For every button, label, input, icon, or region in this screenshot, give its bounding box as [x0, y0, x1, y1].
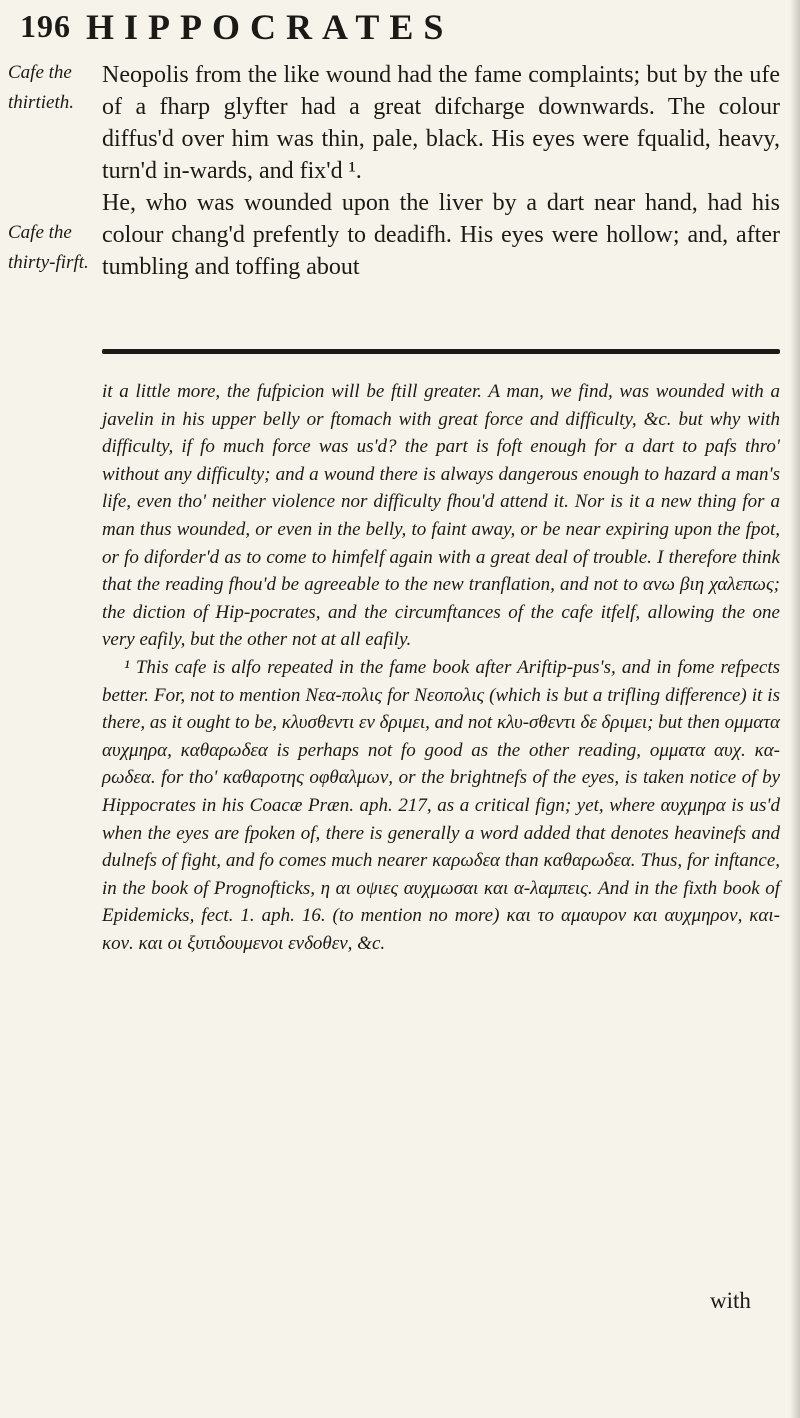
footnotes [102, 378, 780, 957]
main-text [102, 59, 780, 283]
paragraph-case-30: Neopolis from the like wound had the fame complaints; but by the ufe of a fharp glyfter had a great difcharge downwards. The colour diffus'd over him was thin, pale, black. His eyes were fqualid, heavy, turn'd in-wards, and fix'd ¹. [102, 62, 780, 184]
footnote-rule [102, 349, 780, 354]
footnote-continued: it a little more, the fufpicion will be ftill greater. A man, we find, was wounded with a javelin in his upper belly or ftomach with great force and difficulty, &c. but why with difficulty, if fo much force was us'd? the part is foft enough for a dart to pafs thro' without any difficulty; and a wound there is always dangerous enough to hazard a man's life, even tho' neither violence nor difficulty fhou'd attend it. Nor is it a new thing for a man thus wounded, or even in the belly, to faint away, or be near expiring upon the fpot, or fo diforder'd as to come to himfelf again with a great deal of trouble. I therefore think that the reading fhou'd be agreeable to the new tranflation, and not to ανω βιη χαλεπως; the diction of Hip-pocrates, and the circumftances of the cafe itfelf, allowing the one very eafily, but the other not at all eafily. [102, 381, 780, 651]
running-title: HIPPOCRATES [86, 7, 454, 47]
footnote-1: ¹ This cafe is alfo repeated in the fame book after Ariftip-pus's, and in fome refpects better. For, not to mention Νεα-πολις for Νεοπολις (which is but a trifling difference) it is there, as it ought to be, κλυσθεντι εν δριμει, and not κλυ-σθεντι δε δριμει; but then ομματα αυχμηρα, καθαρωδεα is perhaps not fo good as the other reading, ομματα αυχ. κα-ρωδεα. for tho' καθαροτης οφθαλμων, or the brightnefs of the eyes, is taken notice of by Hippocrates in his Coacæ Præn. aph. 217, as a critical fign; yet, where αυχμηρα is us'd when the eyes are fpoken of, there is generally a word added that denotes heavinefs and dulnefs of fight, and fo comes much nearer καρωδεα than καθαρωδεα. Thus, for inftance, in the book of Prognofticks, η αι οψιες αυχμωσαι και α-λαμπεις. And in the fixth book of Epidemicks, fect. 1. aph. 16. (to mention no more) και το αμαυρον και αυχμηρον, και-κον. και οι ξυτιδουμενοι ενδοθεν, &c. [102, 656, 780, 954]
page-edge-shadow [790, 0, 800, 1418]
margin-note-case-30: Cafe the thirtieth. [8, 62, 74, 113]
margin-note-case-31: Cafe the thirty-firft. [8, 222, 89, 273]
page-number: 196 [20, 8, 71, 44]
paragraph-case-31: He, who was wounded upon the liver by a dart near hand, had his colour chang'd prefently to deadifh. His eyes were hollow; and, after tumbling and toffing about [102, 190, 780, 280]
catchword: with [710, 1288, 751, 1313]
